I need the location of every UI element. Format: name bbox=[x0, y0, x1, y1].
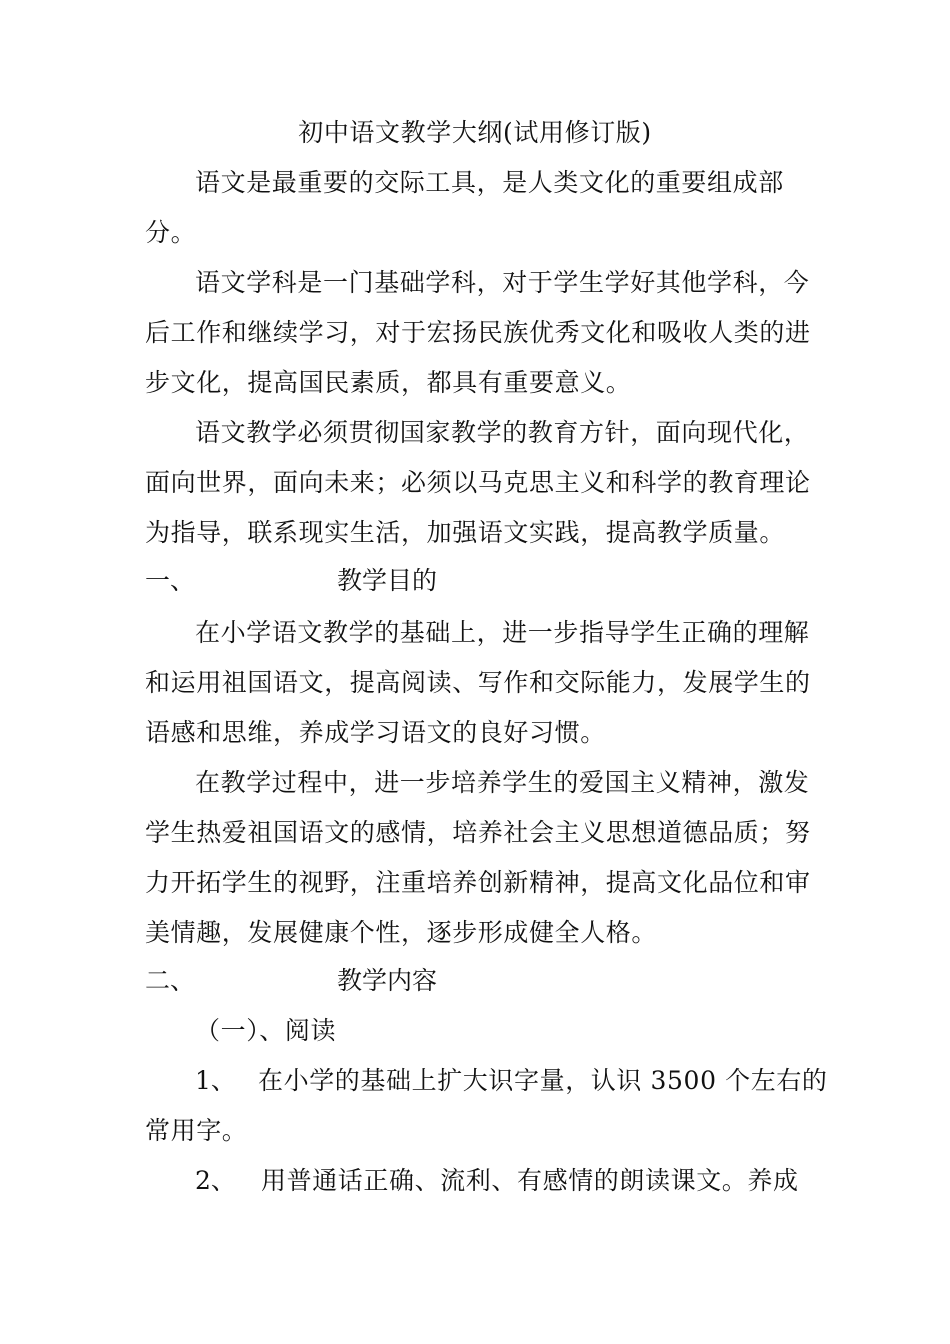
intro-p1-line1: 语文是最重要的交际工具，是人类文化的重要组成部 bbox=[195, 168, 784, 197]
intro-p3-line1: 语文教学必须贯彻国家教学的教育方针，面向现代化， bbox=[195, 418, 810, 447]
section1-number: 一、 bbox=[145, 566, 196, 595]
item1-line2: 常用字。 bbox=[145, 1116, 248, 1145]
item1-number: 1、 bbox=[195, 1066, 236, 1095]
section1-p1-line2: 和运用祖国语文，提高阅读、写作和交际能力，发展学生的 bbox=[145, 668, 811, 697]
section1-title: 教学目的 bbox=[337, 566, 438, 595]
intro-p1-line2: 分。 bbox=[145, 218, 197, 247]
item2-line1: 用普通话正确、流利、有感情的朗读课文。养成 bbox=[261, 1166, 799, 1195]
section1-p1-line3: 语感和思维，养成学习语文的良好习惯。 bbox=[145, 718, 606, 747]
section1-p2-line2: 学生热爱祖国语文的感情，培养社会主义思想道德品质；努 bbox=[145, 818, 811, 847]
document-title: 初中语文教学大纲(试用修订版) bbox=[298, 118, 652, 147]
intro-p2-line3: 步文化，提高国民素质，都具有重要意义。 bbox=[145, 368, 632, 397]
subsection-reading: （一）、阅读 bbox=[195, 1016, 337, 1045]
intro-p2-line2: 后工作和继续学习，对于宏扬民族优秀文化和吸收人类的进 bbox=[145, 318, 811, 347]
intro-p3-line3: 为指导，联系现实生活，加强语文实践，提高教学质量。 bbox=[145, 518, 786, 547]
section1-p1-line1: 在小学语文教学的基础上，进一步指导学生正确的理解 bbox=[195, 618, 810, 647]
item2-number: 2、 bbox=[195, 1166, 236, 1195]
section1-p2-line4: 美情趣，发展健康个性，逐步形成健全人格。 bbox=[145, 918, 658, 947]
section1-p2-line1: 在教学过程中，进一步培养学生的爱国主义精神，激发 bbox=[195, 768, 810, 797]
intro-p2-line1: 语文学科是一门基础学科，对于学生学好其他学科，今 bbox=[195, 268, 810, 297]
section1-p2-line3: 力开拓学生的视野，注重培养创新精神，提高文化品位和审 bbox=[145, 868, 811, 897]
intro-p3-line2: 面向世界，面向未来；必须以马克思主义和科学的教育理论 bbox=[145, 468, 811, 497]
section2-number: 二、 bbox=[145, 966, 196, 995]
section2-title: 教学内容 bbox=[337, 966, 438, 995]
item1-line1: 在小学的基础上扩大识字量，认识 3500 个左右的 bbox=[258, 1066, 828, 1095]
